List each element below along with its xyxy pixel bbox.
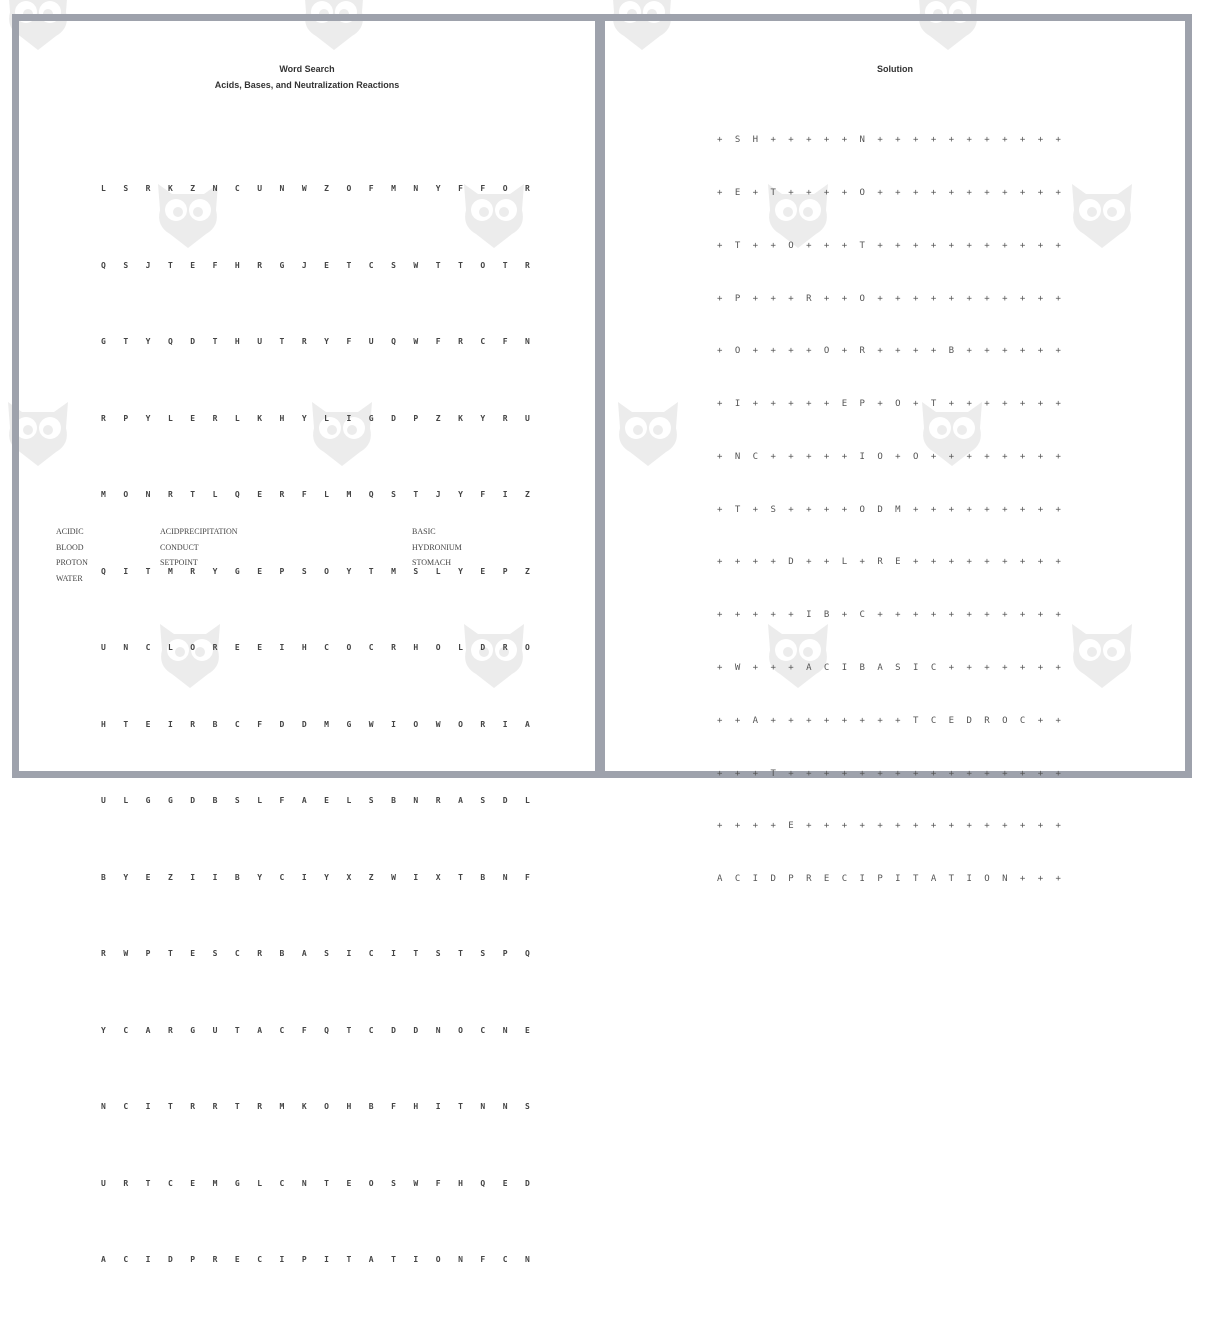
word-list-item: HYDRONIUM <box>412 542 462 552</box>
word-list-item: PROTON <box>56 558 88 567</box>
solution-page <box>598 14 1192 885</box>
grid-row: ++++D++L+RE+++++++++ <box>717 557 1074 568</box>
grid-row: +SH+++++N+++++++++++ <box>717 135 1074 146</box>
grid-row: HTEIRBCFDDMGWIOWORIA <box>101 719 548 729</box>
grid-row: ACIDPRECIPITATION+++ <box>717 874 1074 885</box>
grid-row: MONRTLQERFLMQSTJYFIZ <box>101 490 548 499</box>
worksheet-subtitle: Acids, Bases, and Neutralization Reactions <box>214 80 400 90</box>
grid-row: ULGGDBSLFAELSBNRASDL <box>101 796 548 805</box>
grid-row: BYEZIIBYCIYXZWIXTBNF <box>101 872 548 882</box>
word-list-item: ACIDIC <box>56 527 84 536</box>
word-list-item: SETPOINT <box>160 558 198 567</box>
word-list-item: BLOOD <box>56 542 84 552</box>
word-search-grid <box>101 125 547 1324</box>
grid-row: RPYLERLKHYLIGDPZKYRU <box>101 413 548 423</box>
solution-title: Solution <box>877 64 913 74</box>
word-list-column-1 <box>56 524 88 586</box>
grid-row: ++++E+++++++++++++++ <box>717 821 1074 832</box>
word-list-column-2 <box>160 524 238 571</box>
grid-row: ++A++++++++TCEDROC++ <box>717 715 1074 726</box>
word-list-column-3 <box>412 524 462 571</box>
grid-row: ACIDPRECIPITATIONFCN <box>101 1255 548 1264</box>
grid-row: +E+T++++O+++++++++++ <box>717 187 1074 198</box>
grid-row: +W+++ACIBASIC+++++++ <box>717 663 1074 673</box>
grid-row: LSRKZNCUNWZOFMNYFFOR <box>101 184 548 193</box>
grid-row: NCITRRTRMKOHBFHITNNS <box>101 1102 548 1111</box>
grid-row: UNCLOREEIHCOCRHOLDRO <box>101 643 548 652</box>
grid-row: +++T++++++++++++++++ <box>717 768 1074 779</box>
worksheet-page <box>12 14 602 1264</box>
grid-row: +++++IB+C+++++++++++ <box>717 610 1074 621</box>
grid-row: +T+S++++ODM+++++++++ <box>717 504 1074 515</box>
grid-row: +I+++++EP+O+T+++++++ <box>717 399 1074 410</box>
word-list-item: BASIC <box>412 527 436 536</box>
grid-row: +P+++R++O+++++++++++ <box>717 293 1074 304</box>
word-list-item: CONDUCT <box>160 542 199 552</box>
word-list-item: WATER <box>56 573 83 583</box>
grid-row: +O++++O+R++++B++++++ <box>717 346 1074 357</box>
grid-row: URTCEMGLCNTEOSWFHQED <box>101 1178 548 1188</box>
grid-row: YCARGUTACFQTCDDNOCNE <box>101 1025 548 1035</box>
worksheet-title: Word Search <box>279 64 335 74</box>
grid-row: QSJTEFHRGJETCSWTTOTR <box>101 260 548 270</box>
grid-row: QITMRYGEPSOYTMSLYEPZ <box>101 566 548 576</box>
grid-row: +NC+++++IO+O++++++++ <box>717 451 1074 462</box>
word-list-item: ACIDPRECIPITATION <box>160 527 238 536</box>
word-list-item: STOMACH <box>412 558 451 567</box>
grid-row: +T++O+++T+++++++++++ <box>717 240 1074 251</box>
grid-row: RWPTESCRBASICITSTSPQ <box>101 949 548 958</box>
grid-row: GTYQDTHUTRYFUQWFRCFN <box>101 337 548 346</box>
